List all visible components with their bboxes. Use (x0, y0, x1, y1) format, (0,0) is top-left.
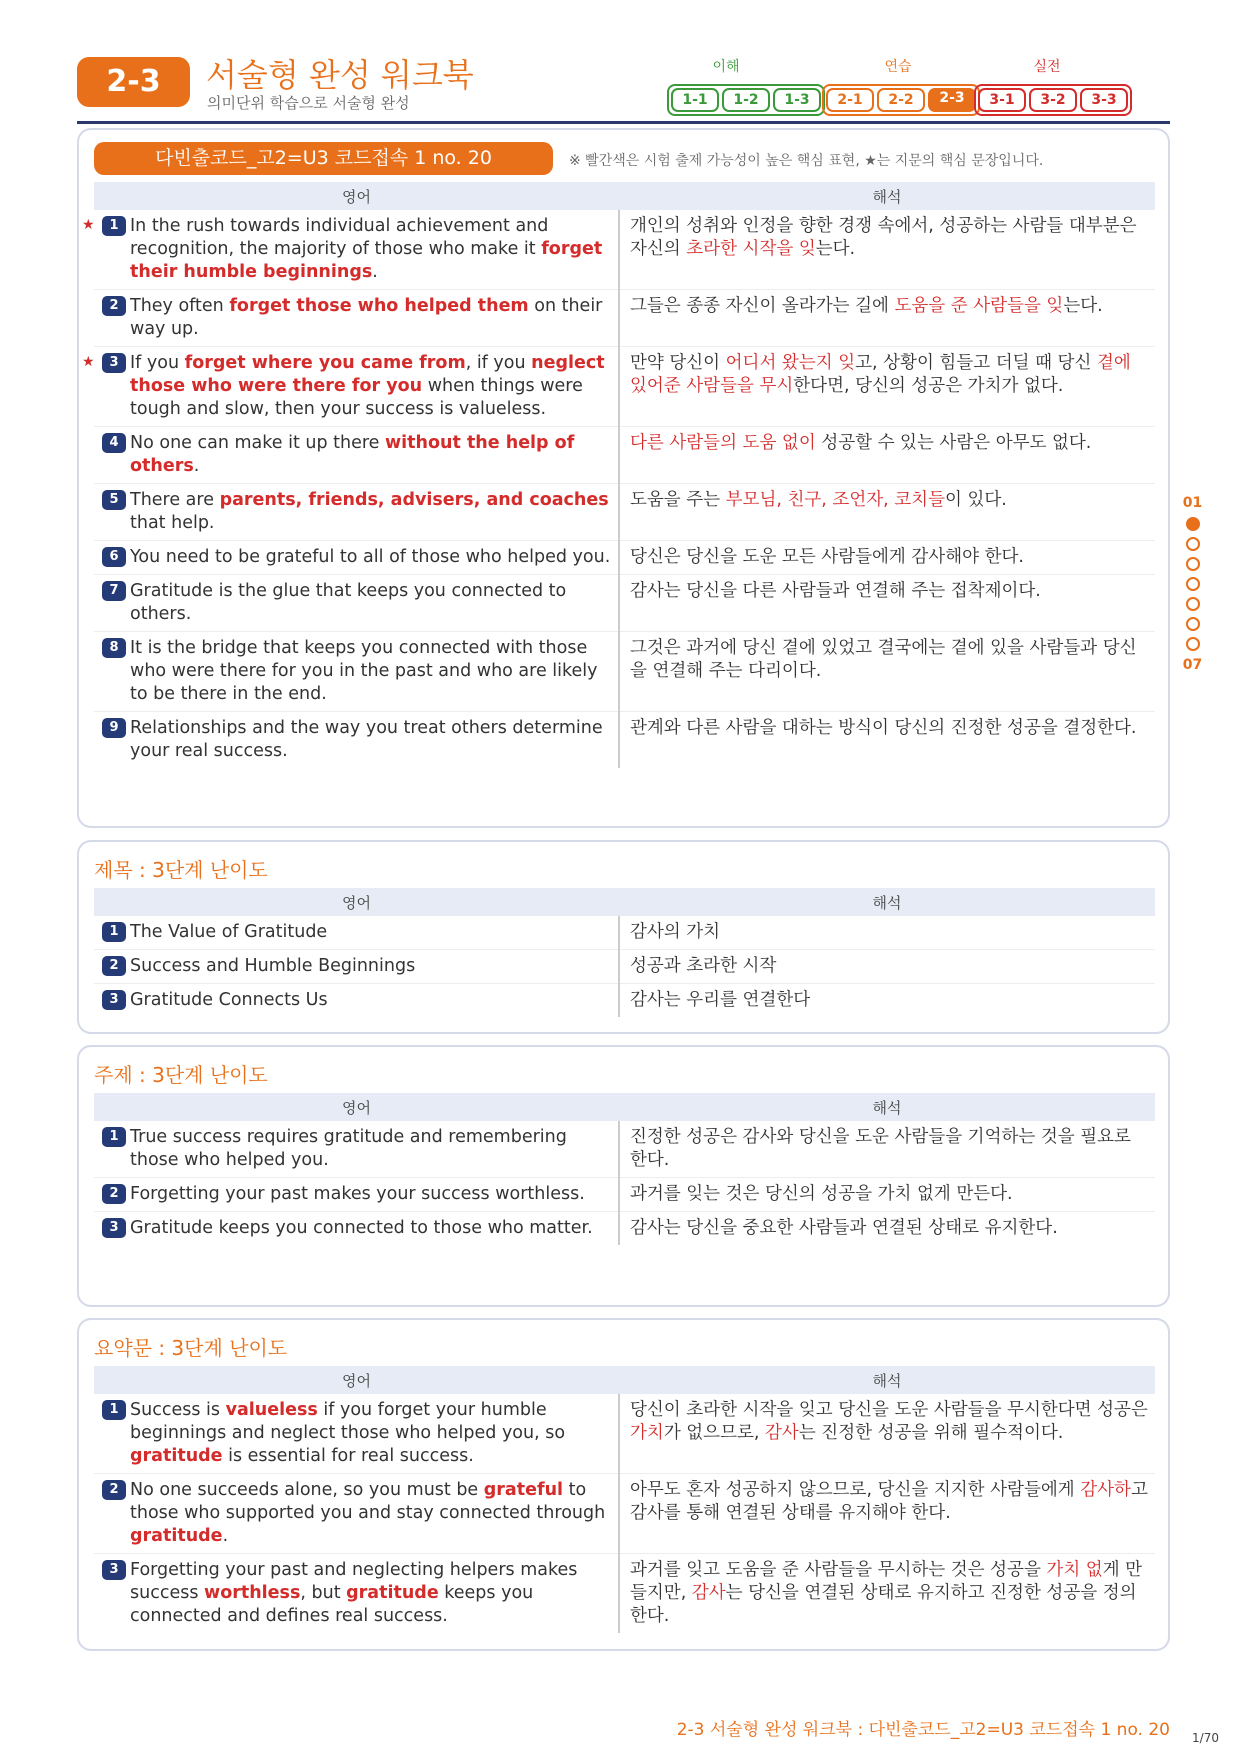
step-1-1[interactable]: 1-1 (671, 88, 719, 112)
col-en: 영어 (94, 888, 619, 916)
table-row: 9 Relationships and the way you treat others determine your real success. 관계와 다른 사람을 대하는 방식이 당신의 진정한 성공을 결정한다. (94, 712, 1155, 769)
table-row: 2 They often forget those who helped them on their way up. 그들은 종종 자신이 올라가는 길에 도움을 준 사람들을 잊는다. (94, 290, 1155, 347)
table-row: 7 Gratitude is the glue that keeps you connected to others. 감사는 당신을 다른 사람들과 연결해 주는 접착제이다. (94, 575, 1155, 632)
col-en: 영어 (94, 1093, 619, 1121)
unit-badge: 2-3 (77, 57, 190, 107)
side-label-bottom: 07 (1182, 657, 1203, 673)
group-label: 실전 (1033, 59, 1061, 75)
step-2-3[interactable]: 2-3 (928, 88, 976, 112)
group-label: 연습 (884, 59, 912, 75)
side-progress (1180, 495, 1205, 673)
step-2-1[interactable]: 2-1 (826, 88, 874, 112)
table-row: 1 True success requires gratitude and remembering those who helped you. 진정한 성공은 감사와 당신을 도운 사람들을 기억하는 것을 필요로 한다. (94, 1121, 1155, 1178)
table-row: 1 Success is valueless if you forget your humble beginnings and neglect those who helped you, so gratitude is essential for real success. 당신이 초라한 시작을 잊고 당신을 도운 사람들을 무시한다면 성공은 가치가 없으므로, 감사는 진정한 성공을 위해 필수적이다. (94, 1394, 1155, 1474)
progress-dot[interactable] (1186, 597, 1200, 611)
progress-dot[interactable] (1186, 577, 1200, 591)
progress-dot[interactable] (1186, 537, 1200, 551)
table-row: 3 Gratitude keeps you connected to those who matter. 감사는 당신을 중요한 사람들과 연결된 상태로 유지한다. (94, 1212, 1155, 1246)
section-title: 요약문 : 3단계 난이도 (94, 1336, 288, 1360)
progress-dot[interactable] (1186, 637, 1200, 651)
table-row: 1 The Value of Gratitude 감사의 가치 (94, 916, 1155, 950)
table-row: 6 You need to be grateful to all of those who helped you. 당신은 당신을 도운 모든 사람들에게 감사해야 한다. (94, 541, 1155, 575)
step-2-2[interactable]: 2-2 (877, 88, 925, 112)
table-row: 5 There are parents, friends, advisers, and coaches that help. 도움을 주는 부모님, 친구, 조언자, 코치들이 있다. (94, 484, 1155, 541)
col-ko: 해석 (619, 888, 1155, 916)
col-en: 영어 (94, 182, 619, 210)
page-number: 1/70 (1192, 1731, 1219, 1745)
table-row: 4 No one can make it up there without the help of others. 다른 사람들의 도움 없이 성공할 수 있는 사람은 아무도 없다. (94, 427, 1155, 484)
passage-box (77, 128, 1170, 828)
nav-group (822, 84, 980, 116)
passage-table (82, 182, 1155, 768)
table-row: ★ 3 If you forget where you came from, if you neglect those who were there for you when things were tough and slow, then your success is valueless. 만약 당신이 어디서 왔는지 잊고, 상황이 힘들고 더딜 때 당신 곁에 있어준 사람들을 무시한다면, 당신의 성공은 가치가 없다. (94, 347, 1155, 427)
header (77, 50, 1170, 124)
page-subtitle: 의미단위 학습으로 서술형 완성 (207, 94, 410, 112)
footer-title: 2-3 서술형 완성 워크북 : 다빈출코드_고2=U3 코드접속 1 no. 20 (676, 1720, 1170, 1740)
step-3-2[interactable]: 3-2 (1029, 88, 1077, 112)
step-1-2[interactable]: 1-2 (722, 88, 770, 112)
note: ※ 빨간색은 시험 출제 가능성이 높은 핵심 표현, ★는 지문의 핵심 문장입니다. (569, 153, 1044, 169)
table-row: 8 It is the bridge that keeps you connected with those who were there for you in the past and who are likely to be there in the end. 그것은 과거에 당신 곁에 있었고 결국에는 곁에 있을 사람들과 당신을 연결해 주는 다리이다. (94, 632, 1155, 712)
code-label: 다빈출코드_고2=U3 코드접속 1 no. 20 (94, 142, 553, 175)
table-row: 2 Success and Humble Beginnings 성공과 초라한 시작 (94, 950, 1155, 984)
theme-box (77, 1045, 1170, 1307)
section-title: 주제 : 3단계 난이도 (94, 1063, 268, 1087)
page-title: 서술형 완성 워크북 (206, 56, 474, 94)
title-box (77, 840, 1170, 1034)
table-row: 2 Forgetting your past makes your success worthless. 과거를 잊는 것은 당신의 성공을 가치 없게 만든다. (94, 1178, 1155, 1212)
step-1-3[interactable]: 1-3 (773, 88, 821, 112)
col-en: 영어 (94, 1366, 619, 1394)
table-row: ★ 1 In the rush towards individual achievement and recognition, the majority of those who make it forget their humble beginnings. 개인의 성취와 인정을 향한 경쟁 속에서, 성공하는 사람들 대부분은 자신의 초라한 시작을 잊는다. (94, 210, 1155, 290)
progress-dot[interactable] (1186, 557, 1200, 571)
table-row: 3 Gratitude Connects Us 감사는 우리를 연결한다 (94, 984, 1155, 1018)
progress-dot[interactable] (1186, 617, 1200, 631)
nav-group (974, 84, 1132, 116)
step-3-3[interactable]: 3-3 (1080, 88, 1128, 112)
col-ko: 해석 (619, 1366, 1155, 1394)
step-3-1[interactable]: 3-1 (978, 88, 1026, 112)
col-ko: 해석 (619, 1093, 1155, 1121)
summary-box (77, 1318, 1170, 1651)
progress-dot[interactable] (1186, 517, 1200, 531)
table-row: 2 No one succeeds alone, so you must be grateful to those who supported you and stay connected through gratitude. 아무도 혼자 성공하지 않으므로, 당신을 지지한 사람들에게 감사하고 감사를 통해 연결된 상태를 유지해야 한다. (94, 1474, 1155, 1554)
nav-group (667, 84, 825, 116)
side-label-top: 01 (1182, 495, 1203, 511)
group-label: 이해 (712, 59, 740, 75)
col-ko: 해석 (619, 182, 1155, 210)
section-title: 제목 : 3단계 난이도 (94, 858, 268, 882)
table-row: 3 Forgetting your past and neglecting helpers makes success worthless, but gratitude keeps you connected and defines real success. 과거를 잊고 도움을 준 사람들을 무시하는 것은 성공을 가치 없게 만들지만, 감사는 당신을 연결된 상태로 유지하고 진정한 성공을 정의한다. (94, 1554, 1155, 1634)
